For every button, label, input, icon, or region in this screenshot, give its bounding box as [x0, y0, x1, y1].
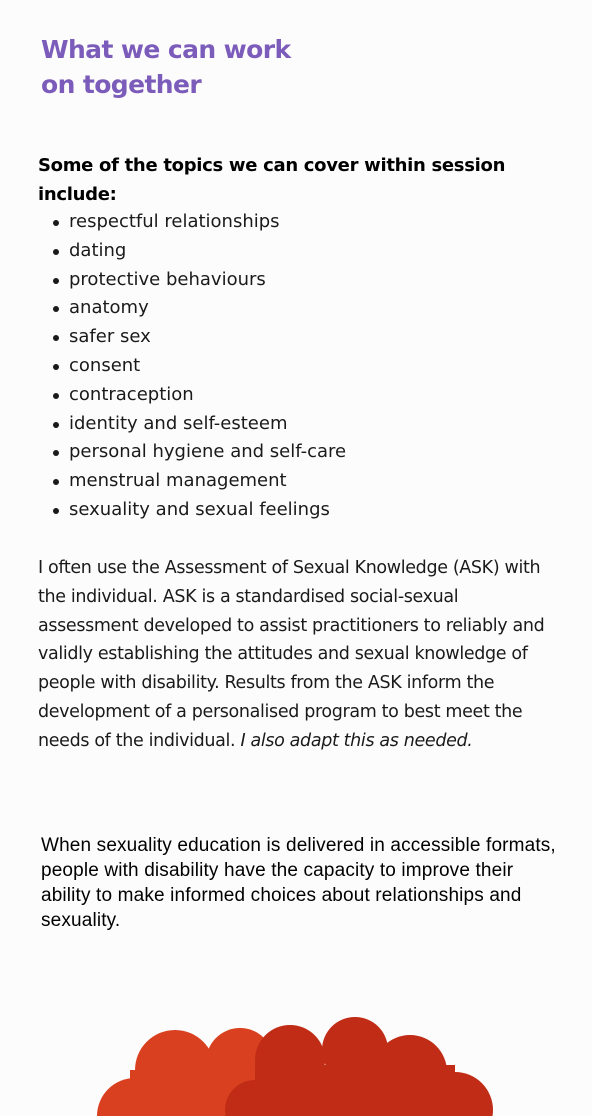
flower-right-icon: [225, 1017, 493, 1116]
topic-item: respectful relationships: [38, 208, 346, 237]
section-heading-line-2: on together: [41, 70, 202, 99]
topic-item: personal hygiene and self-care: [38, 438, 346, 467]
topic-item: identity and self-esteem: [38, 410, 346, 439]
topics-intro: Some of the topics we can cover within session include:: [38, 155, 506, 205]
section-heading: [41, 32, 341, 102]
closing-statement: When sexuality education is delivered in accessible formats, people with disability have the capacity to improve their ability to make informed choices about relationships and sexuality.: [41, 835, 556, 931]
topic-item: consent: [38, 352, 346, 381]
topic-item: dating: [38, 237, 346, 266]
section-heading-line-1: What we can work: [41, 35, 291, 64]
topic-item: contraception: [38, 381, 346, 410]
topics-list: [38, 208, 346, 525]
topic-item: safer sex: [38, 323, 346, 352]
red-flower-shapes-icon: [0, 1000, 592, 1116]
assessment-italic-note: I also adapt this as needed.: [240, 730, 473, 751]
topic-item: anatomy: [38, 294, 346, 323]
topic-item: sexuality and sexual feelings: [38, 496, 346, 525]
topic-item: protective behaviours: [38, 266, 346, 295]
assessment-text: I often use the Assessment of Sexual Knowledge (ASK) with the individual. ASK is a standardised social-sexual assessment developed to assist practitioners to reliably and validly establishing the attitudes and sexual knowledge of people with disability. Results from the ASK inform the development of a personalised program to best meet the needs of the individual.: [38, 558, 545, 751]
assessment-paragraph: [38, 554, 563, 756]
topic-item: menstrual management: [38, 467, 346, 496]
